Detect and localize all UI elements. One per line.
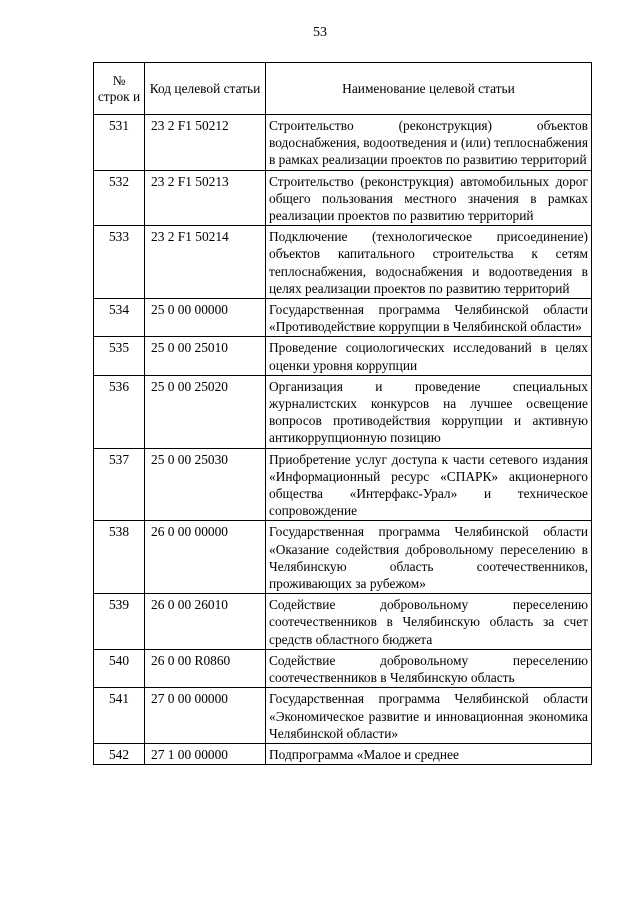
article-code-cell: 23 2 F1 50213 <box>145 170 266 226</box>
article-name-cell: Строительство (реконструкция) объектов водоснабжения, водоотведения и (или) теплоснабжения в рамках реализации проектов по развитию территорий <box>266 115 592 171</box>
row-number-cell: 542 <box>94 743 145 764</box>
header-row-number: № строк и <box>94 63 145 115</box>
article-name-cell: Строительство (реконструкция) автомобильных дорог общего пользования местного значения в рамках реализации проектов по развитию территорий <box>266 170 592 226</box>
article-code-cell: 23 2 F1 50212 <box>145 115 266 171</box>
page-number: 53 <box>313 25 327 40</box>
row-number-cell: 540 <box>94 649 145 687</box>
article-name-cell: Содействие добровольному переселению соотечественников в Челябинскую область <box>266 649 592 687</box>
table-row <box>94 688 592 744</box>
article-code-cell: 26 0 00 26010 <box>145 594 266 650</box>
article-code-cell: 25 0 00 00000 <box>145 299 266 337</box>
table-row <box>94 115 592 171</box>
table-row <box>94 743 592 764</box>
article-name-cell: Содействие добровольному переселению соотечественников в Челябинскую область за счет средств областного бюджета <box>266 594 592 650</box>
row-number-cell: 541 <box>94 688 145 744</box>
article-name-cell: Государственная программа Челябинской области «Оказание содействия добровольному переселению в Челябинскую область соотечественников, проживающих за рубежом» <box>266 521 592 594</box>
article-code-cell: 26 0 00 R0860 <box>145 649 266 687</box>
row-number-cell: 534 <box>94 299 145 337</box>
header-article-code: Код целевой статьи <box>145 63 266 115</box>
row-number-cell: 536 <box>94 375 145 448</box>
table-row <box>94 226 592 299</box>
article-code-cell: 27 1 00 00000 <box>145 743 266 764</box>
article-code-cell: 27 0 00 00000 <box>145 688 266 744</box>
table-row <box>94 649 592 687</box>
table-row <box>94 521 592 594</box>
table-row <box>94 375 592 448</box>
table-row <box>94 448 592 521</box>
article-name-cell: Государственная программа Челябинской области «Противодействие коррупции в Челябинской области» <box>266 299 592 337</box>
article-code-cell: 26 0 00 00000 <box>145 521 266 594</box>
row-number-cell: 531 <box>94 115 145 171</box>
row-number-cell: 538 <box>94 521 145 594</box>
article-name-cell: Проведение социологических исследований в целях оценки уровня коррупции <box>266 337 592 375</box>
target-articles-table <box>93 62 592 765</box>
article-name-cell: Организация и проведение специальных журналистских конкурсов на лучшее освещение вопросов противодействия коррупции и активную антикоррупционную позицию <box>266 375 592 448</box>
row-number-cell: 535 <box>94 337 145 375</box>
article-code-cell: 23 2 F1 50214 <box>145 226 266 299</box>
article-name-cell: Государственная программа Челябинской области «Экономическое развитие и инновационная экономика Челябинской области» <box>266 688 592 744</box>
header-article-name: Наименование целевой статьи <box>266 63 592 115</box>
article-name-cell: Подключение (технологическое присоединение) объектов капитального строительства к сетям теплоснабжения, водоснабжения и водоотведения в целях реализации проектов по развитию территорий <box>266 226 592 299</box>
article-code-cell: 25 0 00 25010 <box>145 337 266 375</box>
article-name-cell: Приобретение услуг доступа к части сетевого издания «Информационный ресурс «СПАРК» акционерного общества «Интерфакс-Урал» и техническое сопровождение <box>266 448 592 521</box>
table-header-row <box>94 63 592 115</box>
row-number-cell: 537 <box>94 448 145 521</box>
article-code-cell: 25 0 00 25030 <box>145 448 266 521</box>
table-row <box>94 594 592 650</box>
article-code-cell: 25 0 00 25020 <box>145 375 266 448</box>
table-row <box>94 170 592 226</box>
table-row <box>94 299 592 337</box>
row-number-cell: 539 <box>94 594 145 650</box>
table-row <box>94 337 592 375</box>
row-number-cell: 532 <box>94 170 145 226</box>
row-number-cell: 533 <box>94 226 145 299</box>
article-name-cell: Подпрограмма «Малое и среднее <box>266 743 592 764</box>
